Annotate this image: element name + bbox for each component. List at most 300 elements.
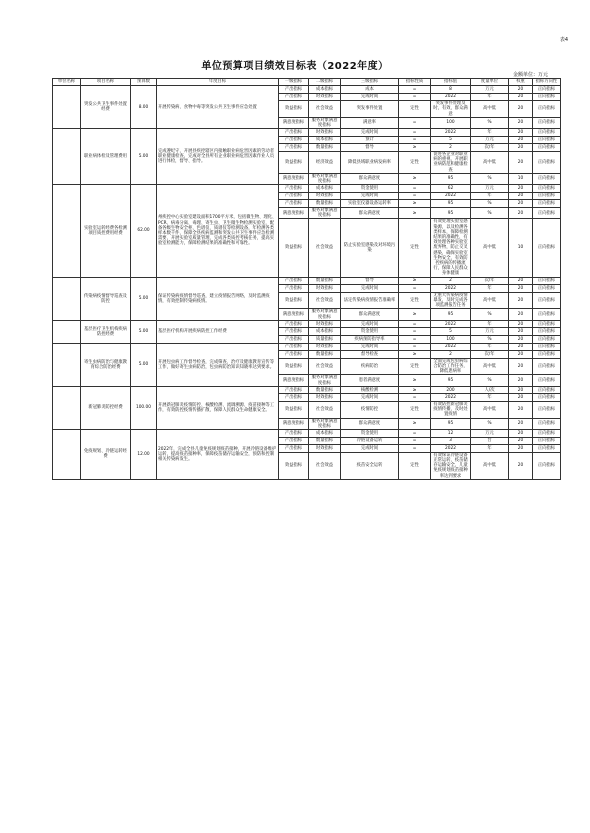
- annual-goal-cell: 开展新冠肺炎疫情防控、核酸检测、流调溯源、疫苗接种等工作，有效防控疫情传播扩散，保障人民群众生命健康安全。: [157, 386, 279, 429]
- budget-cell: 5.00: [131, 277, 157, 320]
- annual-goal-cell: 保证传染病疫情督导巡查，建立疫情报告网络，及时监测疫情，有效控制传染病疫情。: [157, 277, 279, 320]
- level2-indicator: 社会效益: [309, 219, 341, 277]
- project-name-cell: 新冠肺炎防控经费: [81, 386, 131, 429]
- level3-indicator: 完成时间: [341, 445, 399, 453]
- indicator-nature: =: [399, 394, 431, 402]
- measure-unit: 次/年: [471, 277, 509, 285]
- project-name-cell: 突发公共卫生事件处置经费: [81, 86, 131, 129]
- weight: 20: [509, 445, 533, 453]
- level3-indicator: 督导: [341, 277, 399, 285]
- level2-indicator: 服务对象满意度指标: [309, 418, 341, 429]
- indicator-direction: 正向指标: [533, 358, 561, 375]
- indicator-value: 95: [431, 200, 471, 208]
- indicator-direction: 正向指标: [533, 86, 561, 94]
- table-row: [53, 129, 561, 137]
- level2-indicator: 成本指标: [309, 185, 341, 193]
- table-row: [53, 343, 561, 351]
- indicator-nature: =: [399, 336, 431, 344]
- indicator-nature: =: [399, 93, 431, 101]
- indicator-value: 2: [431, 144, 471, 152]
- level1-indicator: 产出指标: [279, 136, 309, 144]
- level2-indicator: 社会效益: [309, 452, 341, 479]
- indicator-direction: 正向指标: [533, 151, 561, 173]
- level3-indicator: 法定传染病疫情报告准确率: [341, 292, 399, 309]
- indicator-nature: =: [399, 445, 431, 453]
- column-header: 权重: [509, 79, 533, 86]
- weight: 20: [509, 277, 533, 285]
- indicator-direction: 正向指标: [533, 320, 561, 328]
- indicator-value: 突发事件处理及时，有效，群众满意: [431, 101, 471, 118]
- indicator-nature: 定性: [399, 292, 431, 309]
- measure-unit: %: [471, 336, 509, 344]
- level1-indicator: 效益指标: [279, 151, 309, 173]
- indicator-nature: =: [399, 136, 431, 144]
- measure-unit: %: [471, 309, 509, 320]
- indicator-value: 无重大传染病疫情暴发，及时完成各项监测报告任务: [431, 292, 471, 309]
- annual-goal-cell: 完成遵纪守，开展县疾控辖区内接触职业病危害因素的劳动者职业健康检查，完成对全县所有企业职业病危害因素作业人员进行体检，督导、指导。: [157, 129, 279, 185]
- measure-unit: 年: [471, 93, 509, 101]
- table-row: [53, 430, 561, 438]
- indicator-direction: 正向指标: [533, 219, 561, 277]
- measure-unit: %: [471, 117, 509, 128]
- indicator-nature: =: [399, 328, 431, 336]
- indicator-value: 有效保证冷链设备正常运转，疫苗储存运输安全，儿童免疫规划疫苗接种率达到要求: [431, 452, 471, 479]
- level2-indicator: 社会效益: [309, 101, 341, 118]
- unit-name-cell: [53, 430, 81, 480]
- weight: 20: [509, 86, 533, 94]
- level1-indicator: 产出指标: [279, 200, 309, 208]
- level2-indicator: 时效指标: [309, 343, 341, 351]
- level1-indicator: 产出指标: [279, 394, 309, 402]
- indicator-value: 2022: [431, 93, 471, 101]
- indicator-value: 8: [431, 86, 471, 94]
- indicator-direction: 正向指标: [533, 418, 561, 429]
- indicator-value: 有效处理实验室感染源，以及检测各类样本，保障检测结果的准确性，有效处理各种实验室废弃物，防止交叉感染，确保实验室生物安全，有效防控疾病的传播流行，保障人民群众身体健康: [431, 219, 471, 277]
- level3-indicator: 督导检查: [341, 351, 399, 359]
- table-header-row: [53, 79, 561, 86]
- indicator-direction: 正向指标: [533, 200, 561, 208]
- unit-name-cell: [53, 386, 81, 429]
- column-header: 指标值: [431, 79, 471, 86]
- indicator-direction: 正向指标: [533, 285, 561, 293]
- level3-indicator: 完成时间: [341, 394, 399, 402]
- level3-indicator: 群众满意度: [341, 173, 399, 184]
- weight: 20: [509, 200, 533, 208]
- level1-indicator: 产出指标: [279, 129, 309, 137]
- annual-goal-cell: 州疾控中心实验室建设面积1700平方米，包括微生物、理化、PCR、病毒分离、毒理、寄生虫、卫生微生物检测实验室，配备各级生物安全柜、色谱仪、质谱仪等检测设备，年检测各类样本数千件，保障全县疾病监测和突发公共卫生事件应急检测需要，开展实验室质量管理，完成各类质控考核任务，提高实验室检测能力，保障检测结果的准确性和可靠性。: [157, 185, 279, 277]
- measure-unit: 年: [471, 129, 509, 137]
- indicator-direction: 正向指标: [533, 101, 561, 118]
- indicator-value: 12: [431, 430, 471, 438]
- unit-note: 金额单位：万元: [512, 72, 548, 78]
- indicator-value: 5: [431, 136, 471, 144]
- level3-indicator: 成本: [341, 86, 399, 94]
- level3-indicator: 核酸检测: [341, 386, 399, 394]
- level1-indicator: 产出指标: [279, 285, 309, 293]
- measure-unit: 年: [471, 394, 509, 402]
- level2-indicator: 社会效益: [309, 358, 341, 375]
- indicator-direction: 正向指标: [533, 402, 561, 419]
- indicator-value: 100: [431, 336, 471, 344]
- level1-indicator: 产出指标: [279, 386, 309, 394]
- level3-indicator: 群众满意度: [341, 418, 399, 429]
- measure-unit: 高中低: [471, 292, 509, 309]
- level3-indicator: 疾病预防指导率: [341, 336, 399, 344]
- measure-unit: 万元: [471, 328, 509, 336]
- indicator-direction: 正向指标: [533, 173, 561, 184]
- indicator-nature: ≥: [399, 418, 431, 429]
- indicator-nature: =: [399, 129, 431, 137]
- level2-indicator: 成本指标: [309, 86, 341, 94]
- measure-unit: 万元: [471, 136, 509, 144]
- level1-indicator: 满意度指标: [279, 117, 309, 128]
- level1-indicator: 产出指标: [279, 351, 309, 359]
- annual-goal-cell: 开展传染病、食物中毒等突发公共卫生事件应急处置: [157, 86, 279, 129]
- indicator-value: 95: [431, 207, 471, 218]
- weight: 20: [509, 144, 533, 152]
- level1-indicator: 产出指标: [279, 320, 309, 328]
- indicator-direction: 正向指标: [533, 192, 561, 200]
- indicator-nature: ≥: [399, 173, 431, 184]
- table-row: [53, 277, 561, 285]
- indicator-nature: 定性: [399, 101, 431, 118]
- annual-goal-cell: 开展包虫病工作督导检查，完成筛查、治疗及健康教育宣传等工作，做好寄生虫病防治，包虫病防治知识知晓率达到要求。: [157, 343, 279, 386]
- level1-indicator: 满意度指标: [279, 418, 309, 429]
- level3-indicator: 患者满意度: [341, 375, 399, 386]
- indicator-value: 62: [431, 185, 471, 193]
- level3-indicator: 疫苗安全运转: [341, 452, 399, 479]
- level3-indicator: 完成时间: [341, 192, 399, 200]
- level1-indicator: 效益指标: [279, 219, 309, 277]
- indicator-value: 95: [431, 375, 471, 386]
- weight: 10: [509, 173, 533, 184]
- measure-unit: %: [471, 173, 509, 184]
- weight: 20: [509, 394, 533, 402]
- level3-indicator: 完成时间: [341, 320, 399, 328]
- level1-indicator: 满意度指标: [279, 207, 309, 218]
- level3-indicator: 降低县域职业病发病率: [341, 151, 399, 173]
- annual-goal-cell: 基层医疗机构开展疾病防控工作经费: [157, 320, 279, 343]
- weight: 20: [509, 343, 533, 351]
- measure-unit: 万元: [471, 86, 509, 94]
- indicator-nature: ≥: [399, 351, 431, 359]
- weight: 20: [509, 136, 533, 144]
- column-header: 度量单位: [471, 79, 509, 86]
- indicator-nature: =: [399, 192, 431, 200]
- level3-indicator: 完成时间: [341, 93, 399, 101]
- indicator-value: 2022: [431, 394, 471, 402]
- weight: 20: [509, 375, 533, 386]
- project-name-cell: 职业病体检及管理费用: [81, 129, 131, 185]
- project-name-cell: 实验室运转经费各检测项目质控费用经费: [81, 185, 131, 277]
- level2-indicator: 服务对象满意度指标: [309, 309, 341, 320]
- measure-unit: 高中低: [471, 151, 509, 173]
- level2-indicator: 质量指标: [309, 336, 341, 344]
- measure-unit: 万元: [471, 185, 509, 193]
- level1-indicator: 产出指标: [279, 336, 309, 344]
- indicator-value: 有效防控新冠肺炎疫情传播，及时处置疫情: [431, 402, 471, 419]
- indicator-direction: 正向指标: [533, 445, 561, 453]
- weight: 20: [509, 93, 533, 101]
- measure-unit: %: [471, 375, 509, 386]
- table-row: [53, 386, 561, 394]
- indicator-direction: 正向指标: [533, 343, 561, 351]
- weight: 20: [509, 430, 533, 438]
- indicator-direction: 正向指标: [533, 144, 561, 152]
- level2-indicator: 成本指标: [309, 430, 341, 438]
- level3-indicator: 冷链设备运转: [341, 437, 399, 445]
- level2-indicator: 成本指标: [309, 136, 341, 144]
- weight: 20: [509, 328, 533, 336]
- budget-cell: 5.00: [131, 343, 157, 386]
- indicator-nature: =: [399, 185, 431, 193]
- indicator-direction: 正向指标: [533, 437, 561, 445]
- weight: 20: [509, 185, 533, 193]
- indicator-value: 2022: [431, 343, 471, 351]
- weight: 20: [509, 309, 533, 320]
- level3-indicator: 疫情防控: [341, 402, 399, 419]
- project-name-cell: 寄生虫病防治与健康教育综合防治经费: [81, 343, 131, 386]
- level3-indicator: 群众满意度: [341, 207, 399, 218]
- indicator-value: 100: [431, 117, 471, 128]
- unit-name-cell: [53, 129, 81, 185]
- level2-indicator: 时效指标: [309, 285, 341, 293]
- level3-indicator: 资金使用: [341, 430, 399, 438]
- measure-unit: 高中低: [471, 402, 509, 419]
- indicator-nature: 定性: [399, 452, 431, 479]
- indicator-value: 2022: [431, 285, 471, 293]
- page-title: 单位预算项目绩效目标表（2022年度）: [201, 61, 389, 72]
- level3-indicator: 预计: [341, 136, 399, 144]
- budget-cell: 100.00: [131, 386, 157, 429]
- indicator-direction: 正向指标: [533, 185, 561, 193]
- level2-indicator: 时效指标: [309, 445, 341, 453]
- indicator-nature: =: [399, 343, 431, 351]
- indicator-direction: 正向指标: [533, 452, 561, 479]
- indicator-nature: =: [399, 430, 431, 438]
- level2-indicator: 社会效益: [309, 402, 341, 419]
- level3-indicator: 突发事件处置: [341, 101, 399, 118]
- weight: 20: [509, 402, 533, 419]
- indicator-nature: ≥: [399, 200, 431, 208]
- unit-name-cell: [53, 185, 81, 277]
- indicator-value: 2022: [431, 445, 471, 453]
- weight: 20: [509, 101, 533, 118]
- weight: 10: [509, 219, 533, 277]
- budget-cell: 62.00: [131, 185, 157, 277]
- column-header: 预算数: [131, 79, 157, 86]
- weight: 20: [509, 292, 533, 309]
- weight: 20: [509, 351, 533, 359]
- level1-indicator: 满意度指标: [279, 309, 309, 320]
- indicator-direction: 正向指标: [533, 351, 561, 359]
- unit-name-cell: [53, 277, 81, 320]
- level1-indicator: 产出指标: [279, 445, 309, 453]
- column-header: 三级指标: [341, 79, 399, 86]
- table-body: [53, 86, 561, 480]
- indicator-nature: ≥: [399, 277, 431, 285]
- level2-indicator: 数量指标: [309, 144, 341, 152]
- indicator-value: 5: [431, 328, 471, 336]
- indicator-value: 2022: [431, 192, 471, 200]
- level2-indicator: 服务对象满意度指标: [309, 173, 341, 184]
- indicator-nature: =: [399, 437, 431, 445]
- column-header: 年度目标: [157, 79, 279, 86]
- level1-indicator: 产出指标: [279, 328, 309, 336]
- table-row: [53, 86, 561, 94]
- level2-indicator: 数量指标: [309, 200, 341, 208]
- weight: 20: [509, 320, 533, 328]
- level3-indicator: 资金使用: [341, 185, 399, 193]
- weight: 20: [509, 437, 533, 445]
- indicator-direction: 正向指标: [533, 277, 561, 285]
- level1-indicator: 效益指标: [279, 452, 309, 479]
- level2-indicator: 服务对象满意度指标: [309, 207, 341, 218]
- level1-indicator: 产出指标: [279, 192, 309, 200]
- budget-cell: 5.00: [131, 320, 157, 343]
- page-mark: 表4: [559, 37, 568, 43]
- indicator-nature: ≥: [399, 375, 431, 386]
- indicator-value: 95: [431, 173, 471, 184]
- level2-indicator: 时效指标: [309, 93, 341, 101]
- column-header: 项目名称: [81, 79, 131, 86]
- indicator-direction: 正向指标: [533, 309, 561, 320]
- column-header: 一级指标: [279, 79, 309, 86]
- budget-cell: 12.00: [131, 430, 157, 480]
- measure-unit: 年: [471, 285, 509, 293]
- indicator-nature: ≥: [399, 386, 431, 394]
- indicator-nature: =: [399, 117, 431, 128]
- weight: 20: [509, 418, 533, 429]
- level2-indicator: 服务对象满意度指标: [309, 375, 341, 386]
- indicator-value: 促进各企业对职业病的重视，开展职业病防范和健康检查: [431, 151, 471, 173]
- level1-indicator: 产出指标: [279, 343, 309, 351]
- level2-indicator: 成本指标: [309, 328, 341, 336]
- measure-unit: 年: [471, 320, 509, 328]
- indicator-nature: =: [399, 285, 431, 293]
- indicator-nature: =: [399, 320, 431, 328]
- level3-indicator: 疾病防治: [341, 358, 399, 375]
- indicator-direction: 正向指标: [533, 292, 561, 309]
- indicator-nature: 定性: [399, 402, 431, 419]
- table-row: [53, 185, 561, 193]
- indicator-direction: 正向指标: [533, 386, 561, 394]
- level1-indicator: 产出指标: [279, 185, 309, 193]
- column-header: 单位名称: [53, 79, 81, 86]
- level1-indicator: 产出指标: [279, 277, 309, 285]
- indicator-direction: 正向指标: [533, 336, 561, 344]
- measure-unit: 人/次: [471, 386, 509, 394]
- level2-indicator: 数量指标: [309, 437, 341, 445]
- measure-unit: 年: [471, 343, 509, 351]
- level3-indicator: 完成时间: [341, 129, 399, 137]
- measure-unit: %: [471, 418, 509, 429]
- budget-cell: 8.00: [131, 86, 157, 129]
- weight: 20: [509, 129, 533, 137]
- level2-indicator: 数量指标: [309, 277, 341, 285]
- unit-name-cell: [53, 86, 81, 129]
- weight: 20: [509, 285, 533, 293]
- level3-indicator: 资金使用: [341, 328, 399, 336]
- indicator-value: 全面完成包虫病综合防治工作任务，降低患病率: [431, 358, 471, 375]
- measure-unit: 年: [471, 445, 509, 453]
- indicator-value: 2022: [431, 129, 471, 137]
- indicator-value: 95: [431, 418, 471, 429]
- level3-indicator: 群众满意度: [341, 309, 399, 320]
- indicator-direction: 正向指标: [533, 93, 561, 101]
- level2-indicator: 时效指标: [309, 192, 341, 200]
- performance-target-table: [52, 78, 561, 480]
- weight: 20: [509, 336, 533, 344]
- level2-indicator: 数量指标: [309, 386, 341, 394]
- level1-indicator: 产出指标: [279, 144, 309, 152]
- weight: 20: [509, 192, 533, 200]
- indicator-nature: 定性: [399, 219, 431, 277]
- indicator-direction: 正向指标: [533, 136, 561, 144]
- indicator-nature: ≥: [399, 207, 431, 218]
- level1-indicator: 效益指标: [279, 402, 309, 419]
- indicator-direction: 正向指标: [533, 328, 561, 336]
- project-name-cell: 免疫规划、冷链运转经费: [81, 430, 131, 480]
- indicator-direction: 正向指标: [533, 117, 561, 128]
- indicator-value: 2: [431, 277, 471, 285]
- indicator-direction: 正向指标: [533, 394, 561, 402]
- indicator-direction: 正向指标: [533, 129, 561, 137]
- level1-indicator: 满意度指标: [279, 173, 309, 184]
- indicator-nature: 定性: [399, 151, 431, 173]
- level1-indicator: 效益指标: [279, 101, 309, 118]
- indicator-nature: ≥: [399, 309, 431, 320]
- indicator-value: 200: [431, 386, 471, 394]
- measure-unit: 台: [471, 437, 509, 445]
- weight: 20: [509, 452, 533, 479]
- project-name-cell: 传染病疫情督导巡查及防控: [81, 277, 131, 320]
- measure-unit: %: [471, 200, 509, 208]
- level1-indicator: 效益指标: [279, 358, 309, 375]
- level3-indicator: 督导: [341, 144, 399, 152]
- level2-indicator: 经济效益: [309, 151, 341, 173]
- level3-indicator: 完成时间: [341, 285, 399, 293]
- indicator-nature: 定性: [399, 358, 431, 375]
- column-header: 指标性质: [399, 79, 431, 86]
- level2-indicator: 社会效益: [309, 292, 341, 309]
- measure-unit: 年: [471, 192, 509, 200]
- measure-unit: 高中低: [471, 358, 509, 375]
- indicator-nature: ≥: [399, 144, 431, 152]
- weight: 20: [509, 117, 533, 128]
- measure-unit: 次/年: [471, 351, 509, 359]
- level1-indicator: 产出指标: [279, 437, 309, 445]
- project-name-cell: 基层医疗卫生机构疾病防控经费: [81, 320, 131, 343]
- indicator-nature: =: [399, 86, 431, 94]
- level1-indicator: 效益指标: [279, 292, 309, 309]
- level3-indicator: 完成时间: [341, 343, 399, 351]
- level2-indicator: 时效指标: [309, 320, 341, 328]
- measure-unit: 高中低: [471, 101, 509, 118]
- indicator-value: 2: [431, 351, 471, 359]
- indicator-direction: 正向指标: [533, 430, 561, 438]
- measure-unit: %: [471, 207, 509, 218]
- indicator-value: 2022: [431, 320, 471, 328]
- measure-unit: 次/年: [471, 144, 509, 152]
- unit-name-cell: [53, 320, 81, 343]
- level1-indicator: 满意度指标: [279, 375, 309, 386]
- measure-unit: 高中低: [471, 219, 509, 277]
- annual-goal-cell: 2022年，完成全县儿童免疫规划疫苗接种，开展冷链设备维护运转，提高疫苗接种率，保障疫苗储存运输安全，预防和控制相关传染病发生。: [157, 430, 279, 480]
- level1-indicator: 产出指标: [279, 86, 309, 94]
- level3-indicator: 防止实验室感染及对环境污染: [341, 219, 399, 277]
- column-header: 指标方向性: [533, 79, 561, 86]
